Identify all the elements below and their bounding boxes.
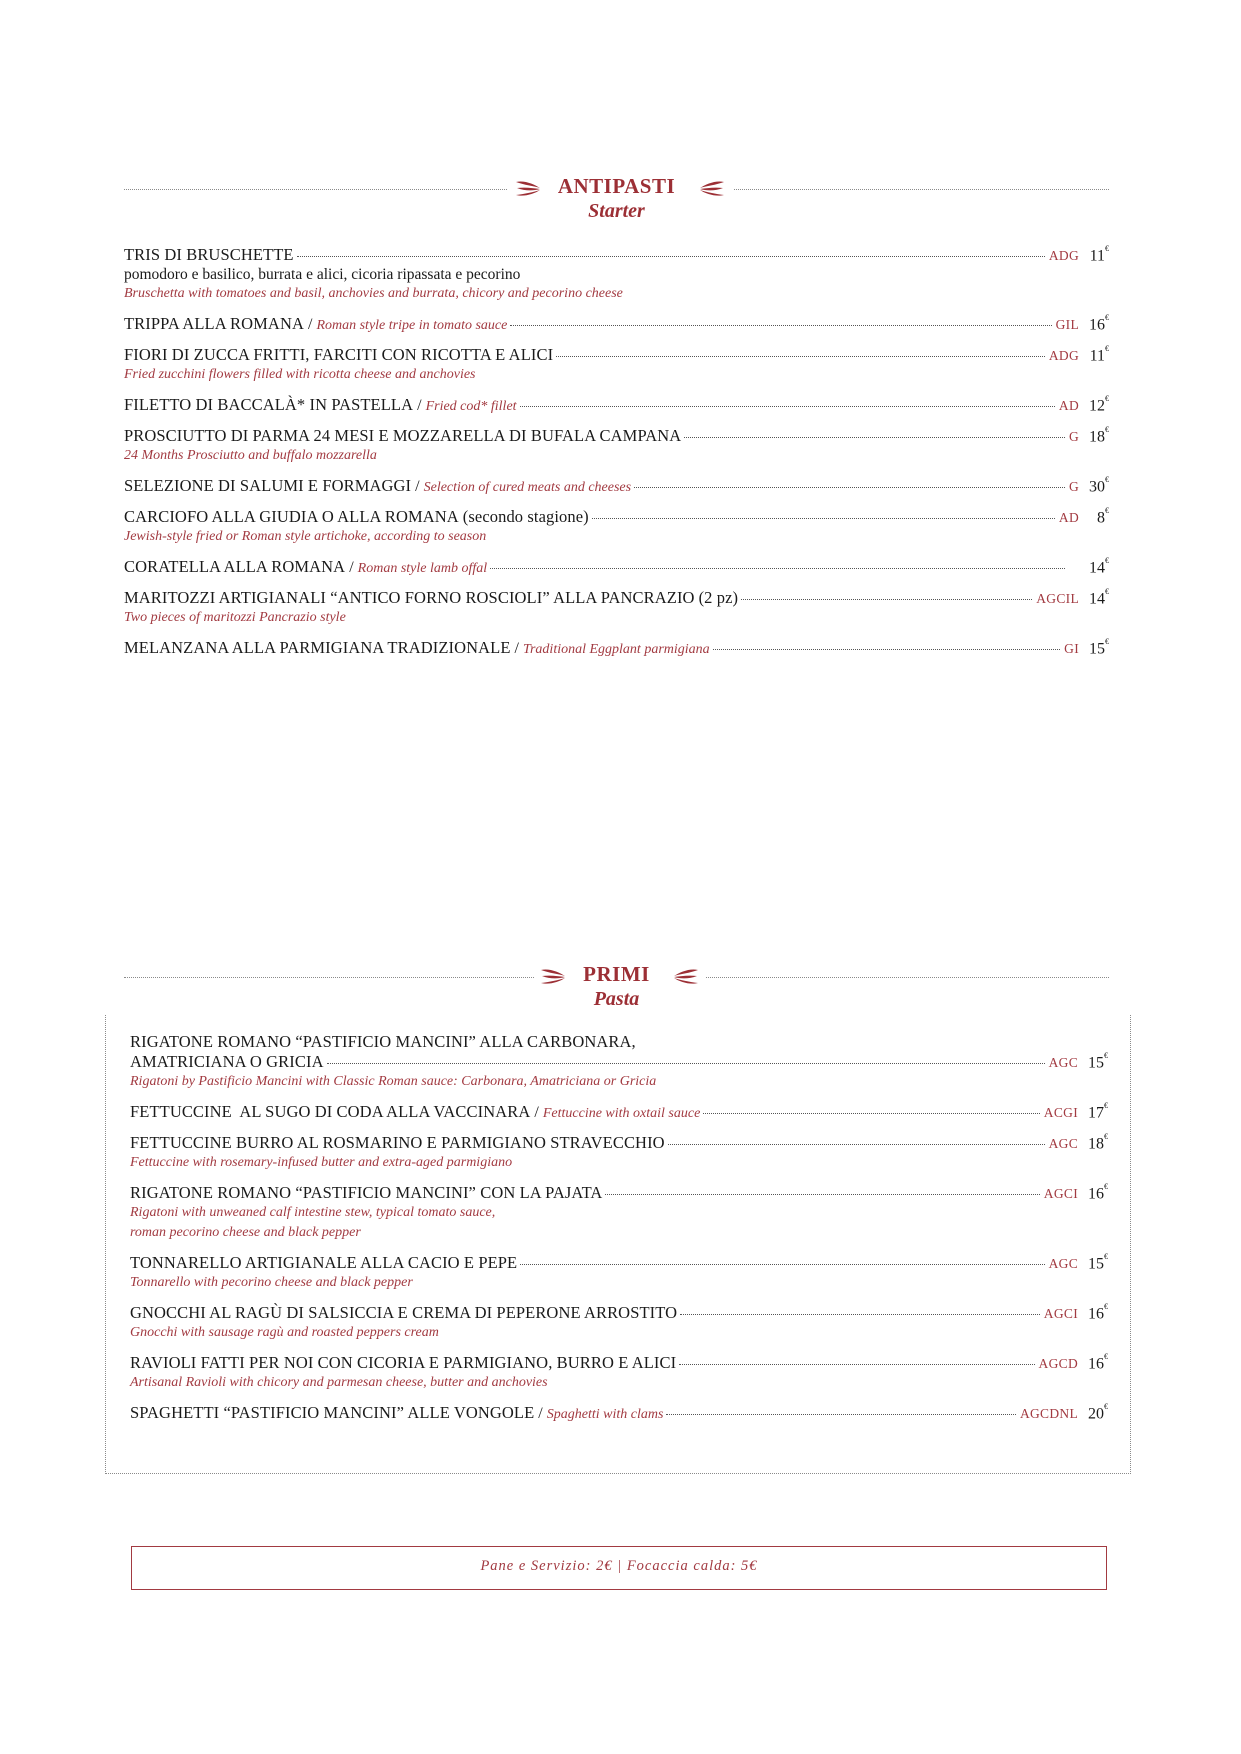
menu-item [124,245,1109,304]
dish-description-en: Fried zucchini flowers filled with ricotta cheese and anchovies [124,367,476,382]
price: 16€ [1088,1181,1108,1202]
leader-dots [490,568,1065,569]
menu-item: CORATELLA ALLA ROMANA / Roman style lamb offal 14€ [124,555,1109,576]
antipasti-header [124,170,1109,230]
allergen-codes: AD [1058,510,1079,525]
dish-name-en: Fettuccine with oxtail sauce [542,1106,701,1121]
price: 30€ [1089,474,1109,495]
allergen-codes: AGC [1048,1256,1078,1271]
dish-name: TRIS DI BRUSCHETTE [124,245,294,264]
allergen-codes: AGCIL [1036,591,1079,606]
dish-name: RAVIOLI FATTI PER NOI CON CICORIA E PARMIGIANO, BURRO E ALICI [130,1353,677,1372]
menu-item [130,1032,1108,1092]
price: 11€ [1089,343,1109,364]
allergen-codes: ACGI [1043,1105,1078,1120]
dish-name-en: Spaghetti with clams [546,1407,664,1422]
dish-description-en: Fettuccine with rosemary-infused butter and extra-aged parmigiano [130,1155,513,1170]
dish-description-en: Jewish-style fried or Roman style artichoke, according to season [124,529,487,544]
menu-item [124,507,1109,547]
price: 8€ [1097,505,1109,526]
leader-dots [556,356,1045,357]
dish-name: RIGATONE ROMANO “PASTIFICIO MANCINI” ALLA CARBONARA, [130,1032,636,1051]
dish-description-en: Artisanal Ravioli with chicory and parmesan cheese, butter and anchovies [130,1375,548,1390]
allergen-codes: AD [1058,398,1079,413]
leader-dots [520,406,1055,407]
price: 18€ [1089,424,1109,445]
price: 16€ [1089,312,1109,333]
allergen-codes: AGCI [1043,1186,1078,1201]
menu-item: SELEZIONE DI SALUMI E FORMAGGI / Selection of cured meats and cheeses G 30€ [124,474,1109,495]
dish-name: TONNARELLO ARTIGIANALE ALLA CACIO E PEPE [130,1253,518,1272]
dish-name-en: Roman style lamb offal [357,561,488,576]
dish-name: FETTUCCINE BURRO AL ROSMARINO E PARMIGIANO STRAVECCHIO [130,1133,665,1152]
dish-name: AMATRICIANA O GRICIA [130,1052,324,1071]
allergen-codes: GIL [1055,317,1079,332]
dish-name: SPAGHETTI “PASTIFICIO MANCINI” ALLE VONGOLE [130,1403,535,1422]
price: 15€ [1088,1251,1108,1272]
dish-name-note: (secondo stagione) [462,507,589,526]
dish-description-en: Bruschetta with tomatoes and basil, anchovies and burrata, chicory and pecorino cheese [124,286,623,301]
allergen-codes: ADG [1048,248,1079,263]
dish-description-en: 24 Months Prosciutto and buffalo mozzarella [124,448,377,463]
allergen-codes: G [1068,479,1079,494]
dish-name-en: Roman style tripe in tomato sauce [316,318,508,333]
price: 14€ [1089,586,1109,607]
menu-item [124,588,1109,628]
price: 20€ [1088,1401,1108,1422]
menu-item [130,1183,1108,1243]
dish-name: PROSCIUTTO DI PARMA 24 MESI E MOZZARELLA DI BUFALA CAMPANA [124,426,682,445]
allergen-codes: GI [1064,641,1079,656]
dish-description-en: Rigatoni with unweaned calf intestine stew, typical tomato sauce, [130,1205,496,1220]
price: 16€ [1088,1301,1108,1322]
price: 15€ [1089,636,1109,657]
price: 14€ [1089,555,1109,576]
leader-dots [327,1063,1045,1064]
leader-dots [668,1144,1045,1145]
primi-header [124,958,1109,1018]
dish-description-en: Gnocchi with sausage ragù and roasted peppers cream [130,1325,439,1340]
dish-name: SELEZIONE DI SALUMI E FORMAGGI [124,476,412,495]
dish-name: CARCIOFO ALLA GIUDIA O ALLA ROMANA [124,507,459,526]
cover-charge-text: Pane e Servizio: 2€ | Focaccia calda: 5€ [480,1558,758,1574]
dish-name: FIORI DI ZUCCA FRITTI, FARCITI CON RICOTTA E ALICI [124,345,554,364]
antipasti-list [124,245,1109,658]
leader-dots [520,1264,1044,1265]
dish-name-en: Traditional Eggplant parmigiana [522,642,710,657]
allergen-codes: G [1068,429,1079,444]
price: 18€ [1088,1131,1108,1152]
section-subtitle: Pasta [593,988,640,1010]
dish-name: CORATELLA ALLA ROMANA [124,557,346,576]
dish-description-it: pomodoro e basilico, burrata e alici, cicoria ripassata e pecorino [124,266,521,283]
dish-description-en: Rigatoni by Pastificio Mancini with Classic Roman sauce: Carbonara, Amatriciana or Gricia [130,1074,657,1089]
dish-name: MELANZANA ALLA PARMIGIANA TRADIZIONALE [124,638,511,657]
menu-item [130,1253,1108,1293]
dish-name: GNOCCHI AL RAGÙ DI SALSICCIA E CREMA DI PEPERONE ARROSTITO [130,1303,678,1322]
dish-name: TRIPPA ALLA ROMANA [124,314,304,333]
allergen-codes: AGC [1048,1136,1078,1151]
cover-charge-box [131,1546,1107,1590]
menu-item [130,1133,1108,1173]
price: 11€ [1089,243,1109,264]
section-title: PRIMI [583,962,650,986]
menu-item: TRIPPA ALLA ROMANA / Roman style tripe in tomato sauce GIL 16€ [124,312,1109,333]
leader-dots [703,1113,1040,1114]
menu-item: FILETTO DI BACCALÀ* IN PASTELLA / Fried cod* fillet AD 12€ [124,393,1109,414]
leader-dots [713,649,1060,650]
dish-description-en: Tonnarello with pecorino cheese and black pepper [130,1275,413,1290]
menu-item [130,1303,1108,1343]
allergen-codes: AGC [1048,1055,1078,1070]
menu-item [124,426,1109,466]
leader-dots [679,1364,1034,1365]
dish-description-en: roman pecorino cheese and black pepper [130,1225,361,1240]
section-title: ANTIPASTI [557,174,676,198]
leader-dots [680,1314,1040,1315]
price: 17€ [1088,1100,1108,1121]
leader-dots [605,1194,1039,1195]
allergen-codes: AGCI [1043,1306,1078,1321]
dish-description-en: Two pieces of maritozzi Pancrazio style [124,610,346,625]
leader-dots [741,599,1032,600]
menu-item [130,1353,1108,1393]
leader-dots [666,1414,1016,1415]
leader-dots [684,437,1065,438]
menu-item: SPAGHETTI “PASTIFICIO MANCINI” ALLE VONGOLE / Spaghetti with clams AGCDNL 20€ [130,1401,1108,1422]
allergen-codes: ADG [1048,348,1079,363]
price: 15€ [1088,1050,1108,1071]
menu-item [124,345,1109,385]
price: 12€ [1089,393,1109,414]
leader-dots [592,518,1055,519]
allergen-codes: AGCDNL [1019,1406,1078,1421]
dish-name: FILETTO DI BACCALÀ* IN PASTELLA [124,395,414,414]
price: 16€ [1088,1351,1108,1372]
allergen-codes: AGCD [1038,1356,1078,1371]
leader-dots [510,325,1051,326]
dish-name: MARITOZZI ARTIGIANALI “ANTICO FORNO ROSCIOLI” ALLA PANCRAZIO [124,588,695,607]
dish-name-note: (2 pz) [698,588,739,607]
leader-dots [634,487,1065,488]
dish-name-en: Fried cod* fillet [425,399,517,414]
menu-item: FETTUCCINE AL SUGO DI CODA ALLA VACCINARA / Fettuccine with oxtail sauce ACGI 17€ [130,1100,1108,1121]
section-subtitle: Starter [588,200,645,222]
menu-item: MELANZANA ALLA PARMIGIANA TRADIZIONALE / Traditional Eggplant parmigiana GI 15€ [124,636,1109,657]
dish-name-en: Selection of cured meats and cheeses [423,480,632,495]
leader-dots [297,256,1045,257]
dish-name: RIGATONE ROMANO “PASTIFICIO MANCINI” CON LA PAJATA [130,1183,603,1202]
dish-name: FETTUCCINE AL SUGO DI CODA ALLA VACCINARA [130,1102,531,1121]
primi-list [130,1032,1108,1423]
